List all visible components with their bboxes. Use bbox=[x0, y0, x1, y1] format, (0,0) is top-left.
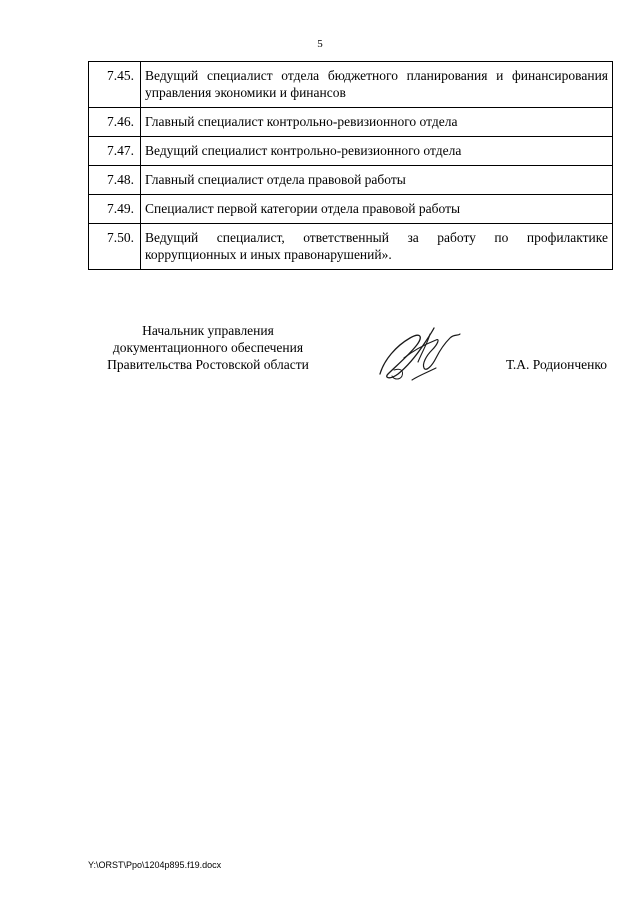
row-number: 7.46. bbox=[89, 108, 141, 137]
signer-position bbox=[88, 322, 328, 373]
page-number: 5 bbox=[317, 38, 323, 50]
table-row bbox=[89, 224, 613, 270]
handwritten-signature bbox=[374, 322, 464, 384]
table-row bbox=[89, 108, 613, 137]
position-title: Ведущий специалист, ответственный за работу по профилактике коррупционных и иных правонарушений». bbox=[141, 224, 613, 270]
signer-name: Т.А. Родионченко bbox=[506, 357, 607, 372]
position-title: Главный специалист отдела правовой работы bbox=[141, 166, 613, 195]
position-title: Специалист первой категории отдела правовой работы bbox=[141, 195, 613, 224]
position-title: Ведущий специалист контрольно-ревизионного отдела bbox=[141, 137, 613, 166]
table-row bbox=[89, 62, 613, 108]
document-file-path: Y:\ORST\Ppo\1204p895.f19.docx bbox=[88, 860, 222, 870]
signature-block bbox=[88, 322, 613, 392]
row-number: 7.45. bbox=[89, 62, 141, 108]
table-row bbox=[89, 166, 613, 195]
signer-position-line: Правительства Ростовской области bbox=[107, 357, 309, 372]
signer-position-line: документационного обеспечения bbox=[112, 340, 304, 355]
position-title: Главный специалист контрольно-ревизионного отдела bbox=[141, 108, 613, 137]
row-number: 7.48. bbox=[89, 166, 141, 195]
row-number: 7.47. bbox=[89, 137, 141, 166]
table-row bbox=[89, 137, 613, 166]
position-title: Ведущий специалист отдела бюджетного планирования и финансирования управления экономики и финансов bbox=[141, 62, 613, 108]
row-number: 7.49. bbox=[89, 195, 141, 224]
positions-table bbox=[88, 61, 613, 270]
signer-position-line: Начальник управления bbox=[142, 323, 274, 338]
row-number: 7.50. bbox=[89, 224, 141, 270]
table-row bbox=[89, 195, 613, 224]
